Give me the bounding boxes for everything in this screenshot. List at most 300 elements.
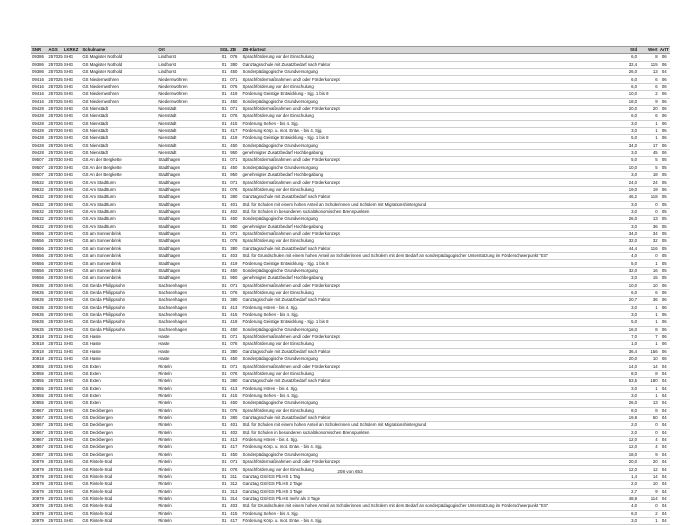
col-schulname-cell: GS am Sonnenbrink [81,230,157,237]
col-std-cell: 24,0 [618,179,639,186]
col-snr-cell: 30879 [31,459,47,466]
col-snr-cell: 09556 [31,245,47,252]
col-snr-cell: 09635 [31,297,47,304]
col-ags-cell: 257030 [48,172,63,178]
col-zb-cell: 071 [229,105,241,112]
col-ort-cell: Rinteln [157,451,219,458]
col-snr-cell: 09532 [31,223,47,230]
table-row [31,223,670,230]
col-std-cell: 3,0 [618,223,639,230]
col-std-cell: 6,0 [618,289,639,296]
col-std-cell: 36,4 [618,348,639,355]
col-zb-klartext-cell: Sonderpädagogische Grundversorgung [242,142,618,149]
col-ort-cell: Niedernwöhren [157,91,219,98]
col-snr-cell: 09556 [31,253,47,260]
col-zb-klartext-cell: Förderung Geistige Entwicklung - Sjg. 1 bis 8 [242,260,618,267]
col-schulname-cell: GS Exten [81,378,157,385]
col-wert-cell: 13 [638,216,659,223]
col-wert-cell: 1 [638,319,659,326]
col-ags-cell: 257030 [48,312,63,318]
col-lkrkz-cell: SHG [63,142,81,149]
col-wert-cell: 36 [638,223,659,230]
col-sgl-cell: 01 [219,510,229,517]
col-sgl-cell: 01 [219,61,229,68]
col-std-cell: 46,2 [618,194,639,201]
col-schulname-cell: GS Gerda Philippsohn [81,326,157,333]
col-zb-cell: 450 [229,400,241,407]
col-sgl-cell: 01 [219,172,229,179]
col-zb-cell: 417 [229,444,241,451]
col-artt-cell: 04 [659,363,670,370]
col-zb-klartext-cell: Std. für Schulen mit einem hohen Anteil an Schülerinnen und Schülern mit Migrationshintergrund [242,201,618,208]
col-artt-cell: 05 [659,275,670,282]
col-artt-cell: 06 [659,326,670,333]
table-row [31,400,670,407]
col-std-cell: 3,0 [618,201,639,208]
col-wert-cell: 9 [638,98,659,105]
col-wert-cell: 114 [638,495,659,502]
col-ags-cell: 257030 [48,208,63,214]
col-zb-cell: 380 [229,297,241,304]
col-snr-cell: 09386 [31,69,47,76]
col-std-cell: 10,0 [618,282,639,289]
col-lkrkz-cell: SHG [63,473,81,480]
col-zb-klartext-cell: Sprachförderung vor der Einschulung [242,238,618,245]
col-artt-cell: 04 [659,414,670,421]
col-snr-cell: 30855 [31,385,47,392]
table-row [31,370,670,377]
col-artt-cell: 04 [659,392,670,399]
col-artt-cell: 04 [659,518,670,525]
col-ags-cell: 257031 [48,444,63,450]
col-sgl-cell: 01 [219,135,229,142]
col-schulname-cell: GS Haste [81,334,157,341]
col-schulname-cell: GS am Sonnenbrink [81,245,157,252]
col-ags-cell: 257026 [48,120,63,126]
col-ags-cell: 257031 [48,370,63,376]
col-ags-cell: 257030 [48,326,63,332]
col-ags-cell: 257030 [48,157,63,163]
col-std-cell: 12,0 [618,466,639,473]
col-schulname-cell: GS Nienstädt [81,127,157,134]
col-lkrkz-cell: SHG [63,98,81,105]
col-zb-klartext-cell: Sprachförderung vor der Einschulung [242,113,618,120]
col-sgl-cell: 01 [219,54,229,61]
col-schulname-cell: GS am Sonnenbrink [81,275,157,282]
col-wert-cell: 1 [638,135,659,142]
col-ort-cell: Stadthagen [157,267,219,274]
col-snr-cell: 30867 [31,414,47,421]
col-std-cell: 6,0 [618,54,639,61]
col-sgl-cell: 01 [219,518,229,525]
col-snr-cell: 09507 [31,164,47,171]
col-zb-cell: 076 [229,113,241,120]
col-wert-cell: 50 [638,414,659,421]
col-sgl-cell: 01 [219,385,229,392]
col-snr-cell: 09428 [31,127,47,134]
col-std-cell: 6,0 [618,83,639,90]
col-ags-cell: 257030 [48,231,63,237]
col-std-cell: 7,0 [618,334,639,341]
col-std-cell: 32,0 [618,267,639,274]
col-zb-klartext-header: ZB-Klartext [242,47,618,54]
col-wert-cell: 9 [638,451,659,458]
col-sgl-cell: 01 [219,142,229,149]
col-schulname-cell: GS Am Stadtturm [81,179,157,186]
col-std-cell: 8,0 [618,407,639,414]
col-std-cell: 1,0 [618,341,639,348]
col-snr-cell: 09428 [31,113,47,120]
col-ort-cell: Rinteln [157,437,219,444]
header-row [31,47,670,54]
col-snr-cell: 30879 [31,510,47,517]
col-zb-cell: 419 [229,135,241,142]
col-sgl-cell: 01 [219,407,229,414]
col-ags-cell: 257030 [48,319,63,325]
col-schulname-cell: GS Deckbergen [81,451,157,458]
col-std-cell: 3,0 [618,150,639,157]
col-zb-klartext-cell: Ganztag GS/IGS Pb.HS 2 Tage [242,481,618,488]
col-wert-cell: 6 [638,289,659,296]
col-zb-cell: 380 [229,61,241,68]
col-lkrkz-cell: SHG [63,150,81,157]
col-std-cell: 3,0 [618,311,639,318]
col-artt-cell: 06 [659,76,670,83]
col-zb-cell: 311 [229,473,241,480]
col-sgl-cell: 01 [219,230,229,237]
col-zb-klartext-cell: Sonderpädagogische Grundversorgung [242,400,618,407]
table-row [31,392,670,399]
col-sgl-cell: 01 [219,201,229,208]
table-row [31,275,670,282]
col-lkrkz-header: LKRKZ [63,47,81,54]
col-zb-cell: 450 [229,98,241,105]
col-ags-cell: 257025 [48,54,63,60]
col-lkrkz-cell: SHG [63,466,81,473]
col-ags-cell: 257030 [48,253,63,259]
col-zb-klartext-cell: Förderung Körp. u. mot. Entw. - bis 4. Sjg. [242,518,618,525]
col-wert-cell: 20 [638,105,659,112]
table-row [31,135,670,142]
col-schulname-cell: GS Deckbergen [81,429,157,436]
col-schulname-cell: GS Deckbergen [81,414,157,421]
col-ags-cell: 257030 [48,223,63,229]
col-wert-cell: 7 [638,334,659,341]
table-row [31,157,670,164]
col-zb-klartext-cell: Sprachförderung vor der Einschulung [242,407,618,414]
col-schulname-cell: GS Rinteln-Süd [81,495,157,502]
col-ags-cell: 257031 [48,392,63,398]
col-lkrkz-cell: SHG [63,186,81,193]
col-std-cell: 18,0 [618,98,639,105]
col-ags-cell: 257026 [48,150,63,156]
col-wert-cell: 10 [638,356,659,363]
col-artt-cell: 06 [659,311,670,318]
col-wert-cell: 0 [638,253,659,260]
col-ort-cell: Rinteln [157,363,219,370]
col-snr-cell: 30818 [31,348,47,355]
col-zb-cell: 450 [229,142,241,149]
col-schulname-cell: GS Exten [81,363,157,370]
col-std-cell: 20,7 [618,297,639,304]
table-row [31,238,670,245]
col-ort-cell: Stadthagen [157,208,219,215]
col-zb-cell: 071 [229,282,241,289]
col-zb-klartext-cell: Förderung Geistige Entwicklung - Sjg. 1 bis 8 [242,135,618,142]
col-lkrkz-cell: SHG [63,400,81,407]
col-zb-klartext-cell: Sonderpädagogische Grundversorgung [242,267,618,274]
table-row [31,459,670,466]
table-row [31,113,670,120]
col-std-cell: 3,0 [618,127,639,134]
col-std-cell: 10,0 [618,164,639,171]
col-sgl-cell: 01 [219,282,229,289]
col-lkrkz-cell: SHG [63,481,81,488]
col-zb-klartext-cell: Förderung Sehen - bis 4. Sjg. [242,120,618,127]
table-row [31,83,670,90]
col-ort-cell: Stadthagen [157,172,219,179]
col-ort-cell: Rinteln [157,503,219,510]
col-schulname-cell: GS Rinteln-Süd [81,488,157,495]
col-std-cell: 3,0 [618,208,639,215]
col-zb-cell: 071 [229,334,241,341]
col-artt-cell: 05 [659,172,670,179]
col-wert-cell: 1 [638,260,659,267]
col-schulname-cell: GS Niedernwöhren [81,98,157,105]
col-std-cell: 3,0 [618,385,639,392]
col-schulname-cell: GS Nienstädt [81,142,157,149]
table-row [31,473,670,480]
col-schulname-cell: GS Niedernwöhren [81,76,157,83]
col-lkrkz-cell: SHG [63,378,81,385]
col-std-cell: 26,0 [618,400,639,407]
col-wert-cell: 4 [638,444,659,451]
col-lkrkz-cell: SHG [63,275,81,282]
col-zb-klartext-cell: Förderung Körp. u. mot. Entw. - bis 4. Sjg. [242,127,618,134]
col-wert-cell: 156 [638,348,659,355]
col-zb-klartext-cell: genehmigter Zusatzbedarf Hochbegabung [242,223,618,230]
table-row [31,105,670,112]
col-artt-cell: 05 [659,267,670,274]
col-snr-cell: 30867 [31,407,47,414]
zb-table [31,46,670,525]
col-std-cell: 3,0 [618,172,639,179]
col-artt-cell: 04 [659,459,670,466]
table-body [31,54,670,525]
col-ags-cell: 257025 [48,91,63,97]
col-zb-cell: 401 [229,201,241,208]
col-artt-cell: 06 [659,319,670,326]
col-sgl-cell: 01 [219,459,229,466]
col-snr-header: SNR [31,47,47,54]
col-snr-cell: 09428 [31,105,47,112]
col-wert-cell: 0 [638,208,659,215]
col-sgl-cell: 01 [219,378,229,385]
col-ags-cell: 257030 [48,179,63,185]
col-zb-cell: 413 [229,437,241,444]
col-snr-cell: 09556 [31,275,47,282]
col-wert-cell: 8 [638,326,659,333]
col-snr-cell: 30879 [31,481,47,488]
col-snr-cell: 09635 [31,326,47,333]
table-row [31,76,670,83]
col-wert-cell: 18 [638,172,659,179]
col-std-cell: 6,0 [618,76,639,83]
col-schulname-cell: GS Am Stadtturm [81,201,157,208]
col-lkrkz-cell: SHG [63,61,81,68]
col-artt-cell: 05 [659,216,670,223]
col-zb-cell: 413 [229,385,241,392]
col-lkrkz-cell: SHG [63,216,81,223]
col-artt-cell: 04 [659,495,670,502]
col-artt-cell: 04 [659,473,670,480]
col-schulname-cell: GS Haste [81,341,157,348]
col-schulname-header: Schulname [81,47,157,54]
col-schulname-cell: GS Gerda Philippsohn [81,319,157,326]
col-zb-cell: 071 [229,363,241,370]
col-zb-cell: 950 [229,150,241,157]
col-wert-cell: 8 [638,407,659,414]
col-std-cell: 20,0 [618,356,639,363]
col-std-cell: 6,0 [618,113,639,120]
col-artt-cell: 05 [659,260,670,267]
col-artt-cell: 06 [659,334,670,341]
col-zb-cell: 071 [229,76,241,83]
col-lkrkz-cell: SHG [63,260,81,267]
col-ags-cell: 257030 [48,216,63,222]
col-artt-cell: 05 [659,179,670,186]
col-ort-cell: Stadthagen [157,164,219,171]
table-row [31,267,670,274]
table-row [31,414,670,421]
table-row [31,334,670,341]
col-artt-cell: 05 [659,230,670,237]
col-snr-cell: 09428 [31,150,47,157]
table-row [31,451,670,458]
col-lkrkz-cell: SHG [63,267,81,274]
table-row [31,503,670,510]
col-sgl-cell: 01 [219,260,229,267]
col-lkrkz-cell: SHG [63,297,81,304]
col-ort-cell: Rinteln [157,385,219,392]
col-wert-cell: 118 [638,194,659,201]
col-std-cell: 19,0 [618,186,639,193]
col-wert-cell: 45 [638,150,659,157]
col-schulname-cell: GS Nienstädt [81,135,157,142]
col-sgl-cell: 01 [219,208,229,215]
col-lkrkz-cell: SHG [63,172,81,179]
col-schulname-cell: GS Nienstädt [81,120,157,127]
col-ort-cell: Rinteln [157,378,219,385]
col-sgl-cell: 01 [219,238,229,245]
col-std-cell: 5,0 [618,319,639,326]
col-sgl-cell: 01 [219,267,229,274]
col-std-header: Std [618,47,639,54]
col-lkrkz-cell: SHG [63,407,81,414]
col-zb-klartext-cell: Sonderpädagogische Grundversorgung [242,164,618,171]
col-std-cell: 4,0 [618,503,639,510]
col-ort-cell: Sachsenhagen [157,289,219,296]
col-ort-cell: Rinteln [157,481,219,488]
col-lkrkz-cell: SHG [63,319,81,326]
col-ort-cell: Stadthagen [157,223,219,230]
col-ort-cell: Nienstädt [157,135,219,142]
col-ags-cell: 257030 [48,245,63,251]
col-lkrkz-cell: SHG [63,311,81,318]
col-zb-klartext-cell: Förderung Sehen - bis 4. Sjg. [242,311,618,318]
col-lkrkz-cell: SHG [63,326,81,333]
col-ags-cell: 257031 [48,496,63,501]
table-row [31,91,670,98]
col-sgl-cell: 01 [219,334,229,341]
col-schulname-cell: GS am Sonnenbrink [81,253,157,260]
col-lkrkz-cell: SHG [63,164,81,171]
col-lkrkz-cell: SHG [63,341,81,348]
col-artt-cell: 04 [659,451,670,458]
col-schulname-cell: GS Rinteln-Süd [81,518,157,525]
col-schulname-cell: GS Am Stadtturm [81,223,157,230]
col-ort-cell: Rinteln [157,495,219,502]
col-sgl-cell: 01 [219,216,229,223]
col-schulname-cell: GS Rinteln-Süd [81,510,157,517]
col-std-cell: 4,0 [618,253,639,260]
col-zb-cell: 419 [229,91,241,98]
col-ags-cell: 257025 [48,98,63,104]
col-schulname-cell: GS Exten [81,385,157,392]
col-zb-klartext-cell: Sprachförderung vor der Einschulung [242,83,618,90]
col-std-cell: 19,8 [618,414,639,421]
col-snr-cell: 30818 [31,341,47,348]
col-ort-cell: Nienstädt [157,150,219,157]
col-std-cell: 3,0 [618,275,639,282]
col-ort-cell: Stadthagen [157,230,219,237]
table-row [31,98,670,105]
col-sgl-cell: 01 [219,481,229,488]
col-schulname-cell: GS Niedernwöhren [81,83,157,90]
col-zb-klartext-cell: Förderung Körp. u. mot. Entw. - bis 4. Sjg. [242,444,618,451]
col-zb-klartext-cell: Sonderpädagogische Grundversorgung [242,98,618,105]
col-ort-cell: Nienstädt [157,105,219,112]
col-zb-cell: 076 [229,83,241,90]
col-ags-cell: 257030 [48,297,63,303]
col-snr-cell: 09556 [31,267,47,274]
col-wert-cell: 14 [638,363,659,370]
col-lkrkz-cell: SHG [63,503,81,510]
col-std-cell: 48,8 [618,495,639,502]
col-artt-cell: 06 [659,105,670,112]
col-zb-klartext-cell: Förderung Geistige Entwicklung - Sjg. 1 bis 8 [242,319,618,326]
col-ort-cell: Sachsenhagen [157,326,219,333]
col-lkrkz-cell: SHG [63,356,81,363]
col-ags-cell: 257026 [48,105,63,111]
col-schulname-cell: GS Gerda Philippsohn [81,304,157,311]
table-row [31,289,670,296]
col-sgl-cell: 01 [219,370,229,377]
col-snr-cell: 09428 [31,135,47,142]
col-snr-cell: 09416 [31,98,47,105]
col-zb-cell: 071 [229,157,241,164]
col-zb-klartext-cell: Förderung Geistige Entwicklung - Sjg. 1 bis 8 [242,91,618,98]
col-zb-header: ZB [229,47,241,54]
col-zb-cell: 380 [229,348,241,355]
col-wert-cell: 0 [638,422,659,429]
table-row [31,69,670,76]
col-ags-cell: 257031 [48,385,63,391]
table-row [31,230,670,237]
col-wert-cell: 1 [638,341,659,348]
col-lkrkz-cell: SHG [63,69,81,76]
col-artt-cell: 05 [659,245,670,252]
